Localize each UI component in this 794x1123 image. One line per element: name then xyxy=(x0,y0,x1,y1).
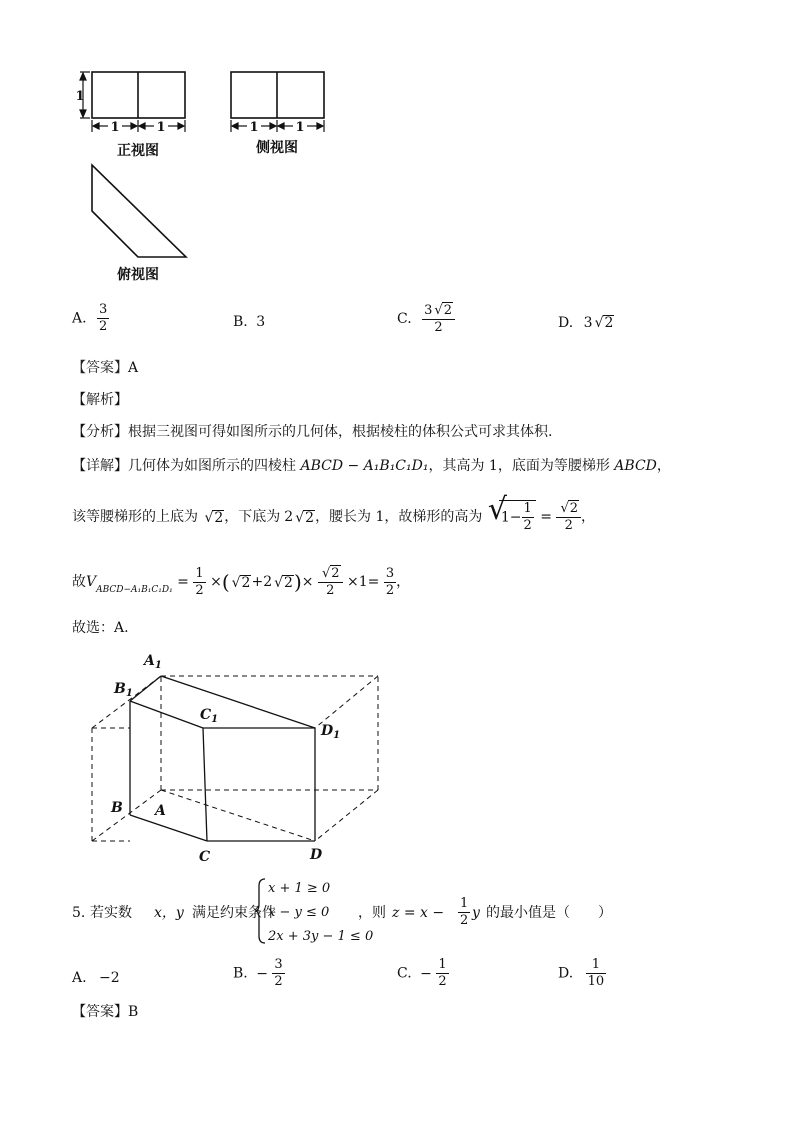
q4-xiangjie-line xyxy=(72,459,671,473)
answer-value: A xyxy=(128,360,139,376)
option-c-fraction: $\frac{1}{2}$ xyxy=(438,957,447,989)
punctuation: ， xyxy=(581,509,596,525)
label-d1: $D_1$ xyxy=(321,723,341,741)
text: 该等腰梯形的上底为 xyxy=(72,509,198,525)
top-view xyxy=(92,165,186,257)
fraction: $\frac{1}{2}$ xyxy=(523,501,532,533)
stem-text: 的最小值是（ ） xyxy=(486,905,612,921)
prism-name: ABCD − A₁B₁C₁D₁ xyxy=(300,458,429,474)
option-letter: B. xyxy=(233,314,248,330)
punctuation: ， xyxy=(396,574,411,590)
one: 1− xyxy=(500,509,522,526)
text: ，下底为 xyxy=(224,509,281,525)
equals: = xyxy=(540,509,552,525)
front-view-caption: 正视图 xyxy=(117,143,159,159)
sqrt-radicand: √ 2 xyxy=(442,302,453,319)
fenxi-tag: 【分析】 xyxy=(72,424,128,440)
top-view-caption: 俯视图 xyxy=(117,267,159,283)
xiangjie-tag: 【详解】 xyxy=(72,458,128,474)
fenxi-text: 根据三视图可得如图所示的几何体，根据棱柱的体积公式可求其体积. xyxy=(128,424,553,440)
option-letter: C. xyxy=(397,311,412,327)
front-view xyxy=(92,72,185,118)
side-width-label-right: 1 xyxy=(295,120,305,135)
q5-option-b[interactable] xyxy=(233,957,285,990)
option-letter: D. xyxy=(558,315,574,331)
radical-sign: √ xyxy=(487,492,507,527)
option-value: 3 xyxy=(256,314,266,330)
question-number: 5. xyxy=(72,905,86,921)
sqrt-2: √ 2 xyxy=(212,510,224,525)
brace-icon xyxy=(254,878,266,944)
q4-volume-line: 故$V_{ABCD-A_1B_1C_1D_1}$ = $\frac{1}{2}$ ×(√ 2+2√ 2)× √ $\frac{2}{2}$ ×1= $\frac{3}{2}$ ， xyxy=(72,565,410,599)
front-view-width-dimension xyxy=(92,120,185,132)
option-value: −2 xyxy=(99,970,120,986)
objective-fraction: $\frac{1}{2}$ xyxy=(460,896,469,928)
option-b-fraction: $\frac{3}{2}$ xyxy=(274,957,283,989)
answer-tag: 【答案】 xyxy=(72,1004,128,1020)
q4-option-c[interactable] xyxy=(397,302,455,336)
option-sign: − xyxy=(420,965,432,982)
option-letter: C. xyxy=(397,965,412,982)
option-sign: − xyxy=(256,965,268,982)
option-c-fraction xyxy=(422,302,455,336)
label-c1: $C_1$ xyxy=(200,707,219,725)
label-b: B xyxy=(111,800,123,816)
label-c: C xyxy=(199,849,211,865)
height-radical xyxy=(487,492,536,534)
option-d-fraction: $\frac{1}{10}$ xyxy=(587,957,605,989)
side-view-width-dimension xyxy=(231,120,324,132)
result-fraction: √ $\frac{2}{2}$ xyxy=(556,500,581,534)
side-width-label-left: 1 xyxy=(249,120,259,135)
q5-option-a[interactable] xyxy=(72,971,120,985)
trapezoid-name: ABCD xyxy=(614,458,657,474)
option-letter: B. xyxy=(233,965,248,982)
prism-figure xyxy=(80,645,390,870)
variables: x，y xyxy=(154,905,184,921)
numerator xyxy=(422,302,455,320)
conclusion-text: 故选：A. xyxy=(72,620,129,636)
label-a1: $A_1$ xyxy=(144,653,162,671)
option-letter: A. xyxy=(72,970,87,986)
stem-text: 满足约束条件 xyxy=(192,905,276,921)
front-width-label-right: 1 xyxy=(156,120,166,135)
three-halves: $\frac{3}{2}$ xyxy=(385,565,395,598)
sqrt2-over-2: √ $\frac{2}{2}$ xyxy=(318,565,343,599)
label-d: D xyxy=(310,847,323,863)
q4-option-d[interactable] xyxy=(558,315,614,330)
v-subscript: ABCD−A₁B₁C₁D₁ xyxy=(96,585,173,595)
answer-tag: 【答案】 xyxy=(72,360,128,376)
stem-text: 若实数 xyxy=(90,905,132,921)
q4-fenxi-line xyxy=(72,425,552,439)
constraint-2: x − y ≤ 0 xyxy=(268,905,330,920)
q4-answer-line xyxy=(72,361,138,375)
option-letter: D. xyxy=(558,965,574,982)
text: ，腰长为 1，故梯形的高为 xyxy=(315,509,483,525)
q5-option-c[interactable] xyxy=(397,957,449,990)
q4-analysis-tag xyxy=(72,393,128,407)
label-a: A xyxy=(155,803,166,819)
denominator: 2 xyxy=(434,320,443,335)
coef-2: 2 xyxy=(284,509,294,525)
label-b1: $B_1$ xyxy=(114,681,133,699)
option-a-fraction xyxy=(97,302,109,335)
constraint-1: x + 1 ≥ 0 xyxy=(268,881,331,896)
xiangjie-text: ，其高为 1，底面为等腰梯形 xyxy=(428,458,610,474)
punctuation: ， xyxy=(656,458,671,474)
side-view xyxy=(231,72,324,118)
objective-expression: z = x − xyxy=(392,905,445,921)
q4-option-a[interactable] xyxy=(72,302,109,335)
three-view-diagram xyxy=(70,60,360,290)
coef: 3 xyxy=(424,303,433,318)
analysis-tag: 【解析】 xyxy=(72,392,128,408)
front-width-label-left: 1 xyxy=(110,120,120,135)
height-dim-label: 1 xyxy=(75,89,85,104)
stem-text: ，则 xyxy=(358,905,386,921)
q5-option-d[interactable] xyxy=(558,957,606,990)
objective-y: y xyxy=(472,905,480,921)
text: 故 xyxy=(72,574,86,590)
q5-answer-line xyxy=(72,1005,138,1019)
q4-option-b[interactable] xyxy=(233,315,265,329)
q4-conclusion xyxy=(72,621,129,635)
denominator: 2 xyxy=(99,319,108,334)
answer-value: B xyxy=(128,1004,139,1020)
coef: 3 xyxy=(583,315,593,331)
half: $\frac{1}{2}$ xyxy=(195,565,204,598)
sqrt-radicand: √ 2 xyxy=(603,315,615,330)
numerator: 3 xyxy=(99,302,108,317)
option-letter: A. xyxy=(72,310,87,327)
q4-trapezoid-line xyxy=(72,492,596,534)
xiangjie-text: 几何体为如图所示的四棱柱 xyxy=(128,458,296,474)
side-view-caption: 侧视图 xyxy=(256,140,298,156)
v-symbol: V xyxy=(86,574,97,590)
constraint-3: 2x + 3y − 1 ≤ 0 xyxy=(268,929,374,944)
sqrt-2: √ 2 xyxy=(303,510,315,525)
